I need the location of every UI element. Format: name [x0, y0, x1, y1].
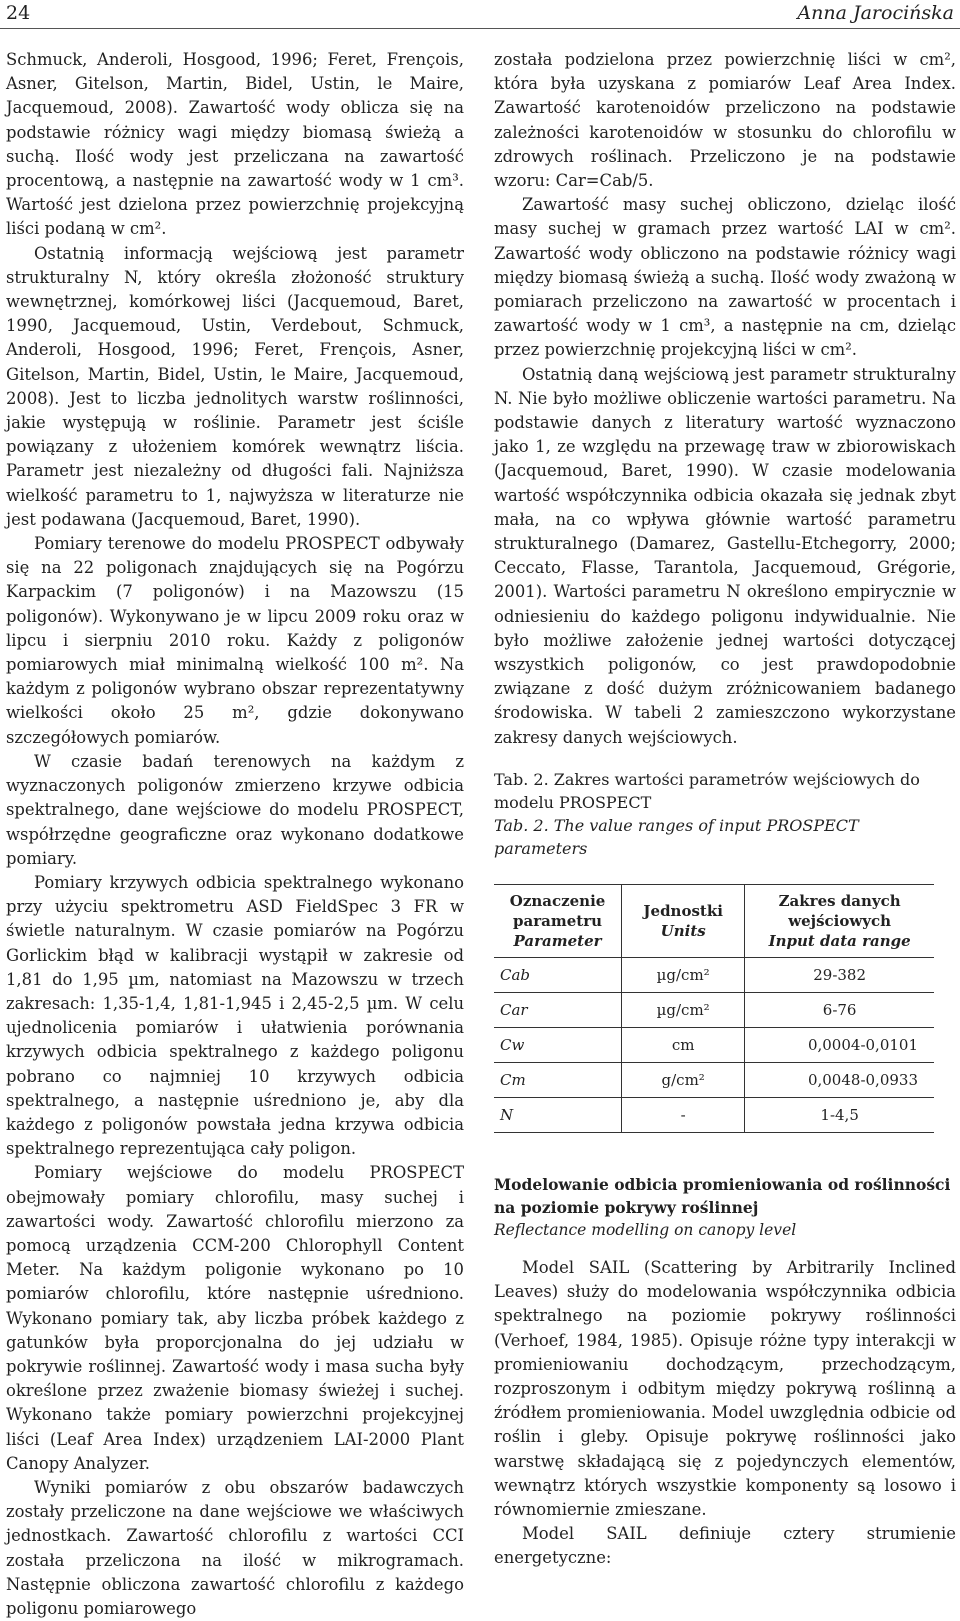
table-caption-english: Tab. 2. The value ranges of input PROSPECT parameters — [494, 815, 859, 858]
right-column — [494, 48, 956, 1571]
table-cell: Cw — [494, 1027, 622, 1062]
paragraph: Model SAIL (Scattering by Arbitrarily Inclined Leaves) służy do modelowania współczynnika odbicia spektralnego na poziomie pokrywy roślinności (Verhoef, 1984, 1985). Opisuje różne typy interakcji w promieniowaniu dochodzącym, przechodzącym, rozproszonym i odbitym między pokrywą roślinną a źródłem promieniowania. Model uwzględnia odbicie od roślin i gleby. Opisuje pokrywę roślinności jako warstwę składającą się z pojedynczych elementów, wewnątrz których wszystkie komponenty są losowo i równomiernie zmieszane. — [494, 1257, 956, 1519]
table-row — [494, 1097, 934, 1132]
table-row — [494, 992, 934, 1027]
section-heading-english: Reflectance modelling on canopy level — [494, 1220, 797, 1239]
table-cell: cm — [622, 1027, 745, 1062]
column-header-range: Zakres danych wejściowych Input data range — [745, 884, 934, 957]
table-cell: 0,0048-0,0933 — [745, 1062, 934, 1097]
paragraph: W czasie badań terenowych na każdym z wyznaczonych poligonów zmierzeno krzywe odbicia spektralnego, dane wejściowe do modelu PROSPECT, współrzędne geograficzne oraz wykonano dodatkowe pomiary. — [6, 751, 464, 868]
table-cell: 0,0004-0,0101 — [745, 1027, 934, 1062]
paragraph: Zawartość masy suchej obliczono, dzieląc ilość masy suchej w gramach przez wartość LAI w cm². Zawartość wody obliczono na podstawie różnicy wagi między biomasą świeżą a suchą. Ilość wody zważoną w pomiarach przeliczono na zawartość w procentach i zawartość wody w 1 cm³, a następnie na cm, dzieląc przez powierzchnię projekcyjną liści w cm². — [494, 195, 956, 360]
parameter-table — [494, 884, 934, 1133]
paragraph: została podzielona przez powierzchnię liści w cm², która była uzyskana z pomiarów Leaf Area Index. Zawartość karotenoidów przeliczono na podstawie zależności karotenoidów w stosunku do chlorofilu w zdrowych roślinach. Przeliczono je na podstawie wzoru: Car=Cab/5. — [494, 50, 956, 191]
table-caption: Tab. 2. Zakres wartości parametrów wejściowych do modelu PROSPECT — [494, 769, 920, 812]
column-header-parameter: Oznaczenie parametru Parameter — [494, 884, 622, 957]
left-column — [6, 48, 464, 1621]
paragraph: Pomiary krzywych odbicia spektralnego wykonano przy użyciu spektrometru ASD FieldSpec 3 FR w świetle naturalnym. W czasie pomiarów na Pogórzu Gorlickim błąd w kalibracji wystąpił w zakresie od 1,81 do 1,95 µm, natomiast na Mazowszu w trzech zakresach: 1,35-1,4, 1,81-1,945 i 2,45-2,5 µm. W celu ujednolicenia pomiarów i ułatwienia porównania krzywych odbicia spektralnego z każdego poligonu pobrano co najmniej 10 krzywych odbicia spektralnego, a następnie uśredniono je, aby dla każdego z poligonów powstała jedna krzywa odbicia spektralnego reprezentująca cały poligon. — [6, 872, 464, 1159]
section-heading: Modelowanie odbicia promieniowania od roślinności na poziomie pokrywy roślinnej — [494, 1174, 951, 1217]
table-cell: Car — [494, 992, 622, 1027]
running-author: Anna Jarocińska — [797, 2, 954, 24]
paragraph: Pomiary wejściowe do modelu PROSPECT obejmowały pomiary chlorofilu, masy suchej i zawartości wody. Zawartość chlorofilu mierzono za pomocą urządzenia CCM-200 Chlorophyll Content Meter. Na każdym poligonie wykonano po 10 pomiarów chlorofilu, które następnie uśredniono. Wykonano pomiary tak, aby liczba próbek każdego z gatunków była proporcjonalna do jej udziału w pokrywie roślinnej. Zawartość wody i masa sucha były określone przez zważenie biomasy świeżej i suchej. Wykonano także pomiary powierzchni projekcyjnej liści (Leaf Area Index) urządzeniem LAI-2000 Plant Canopy Analyzer. — [6, 1163, 464, 1473]
table-row — [494, 1027, 934, 1062]
table-cell: µg/cm² — [622, 957, 745, 992]
table-cell: 6-76 — [745, 992, 934, 1027]
table-row — [494, 1062, 934, 1097]
table-cell: g/cm² — [622, 1062, 745, 1097]
table-cell: N — [494, 1097, 622, 1132]
paragraph: Pomiary terenowe do modelu PROSPECT odbywały się na 22 poligonach znajdujących się na Pogórzu Karpackim (7 poligonów) i na Mazowszu (15 poligonów). Wykonywano je w lipcu 2009 roku oraz w lipcu i sierpniu 2010 roku. Każdy z poligonów pomiarowych miał minimalną wielkość 100 m². Na każdym z poligonów wybrano obszar reprezentatywny wielkości około 25 m², gdzie dokonywano szczegółowych pomiarów. — [6, 534, 464, 747]
header-rule — [0, 28, 960, 29]
table-cell: µg/cm² — [622, 992, 745, 1027]
paragraph: Ostatnią daną wejściową jest parametr strukturalny N. Nie było możliwe obliczenie wartości parametru. Na podstawie danych z literatury wartość wyznaczono jako 1, ze względu na przewagę traw w zbiorowiskach (Jacquemoud, Baret, 1990). W czasie modelowania wartość współczynnika odbicia okazała się jednak zbyt mała, na co wpływa głównie wartość parametru strukturalnego (Damarez, Gastellu-Etchegorry, 2000; Ceccato, Flasse, Tarantola, Jacquemoud, Grégorie, 2001). Wartości parametru N określono empirycznie w odniesieniu do każdego poligonu indywidualnie. Nie było możliwe założenie jednej wartości dotyczącej wszystkich poligonów, co jest prawdopodobnie związane z dość dużym zróżnicowaniem badanego środowiska. W tabeli 2 zamieszczono wykorzystane zakresy danych wejściowych. — [494, 364, 956, 747]
column-header-units: Jednostki Units — [622, 884, 745, 957]
table-header-row — [494, 884, 934, 957]
paragraph: Wyniki pomiarów z obu obszarów badawczych zostały przeliczone na dane wejściowe we właściwych jednostkach. Zawartość chlorofilu z wartości CCI została przeliczona na ilość w mikrogramach. Następnie obliczona zawartość chlorofilu z każdego poligonu pomiarowego — [6, 1477, 464, 1618]
paragraph: Model SAIL definiuje cztery strumienie energetyczne: — [494, 1524, 956, 1568]
paragraph: Schmuck, Anderoli, Hosgood, 1996; Feret, Frençois, Asner, Gitelson, Martin, Bidel, Ustin, le Maire, Jacquemoud, 2008). Zawartość wody oblicza się na podstawie różnicy wagi między biomasą świeżą a suchą. Ilość wody jest przeliczana na zawartość procentową, a następnie na zawartość wody w 1 cm³. Wartość jest dzielona przez powierzchnię projekcyjną liści podaną w cm². — [6, 50, 464, 239]
table-row — [494, 957, 934, 992]
page-number: 24 — [6, 2, 31, 24]
paragraph: Ostatnią informacją wejściową jest parametr strukturalny N, który określa złożoność struktury wewnętrznej, komórkowej liści (Jacquemoud, Baret, 1990, Jacquemoud, Ustin, Verdebout, Schmuck, Anderoli, Hosgood, 1996; Feret, Frençois, Asner, Gitelson, Martin, Bidel, Ustin, le Maire, Jacquemoud, 2008). Jest to liczba jednolitych warstw roślinności, jakie występują w roślinie. Parametr jest ściśle powiązany z ułożeniem komórek wewnątrz liścia. Parametr jest niezależny od długości fali. Najniższa wielkość parametru to 1, najwyższa w literaturze nie jest podawana (Jacquemoud, Baret, 1990). — [6, 243, 464, 529]
page-header — [0, 0, 960, 30]
table-cell: - — [622, 1097, 745, 1132]
table-cell: Cm — [494, 1062, 622, 1097]
table-cell: 29-382 — [745, 957, 934, 992]
table-cell: Cab — [494, 957, 622, 992]
table-cell: 1-4,5 — [745, 1097, 934, 1132]
